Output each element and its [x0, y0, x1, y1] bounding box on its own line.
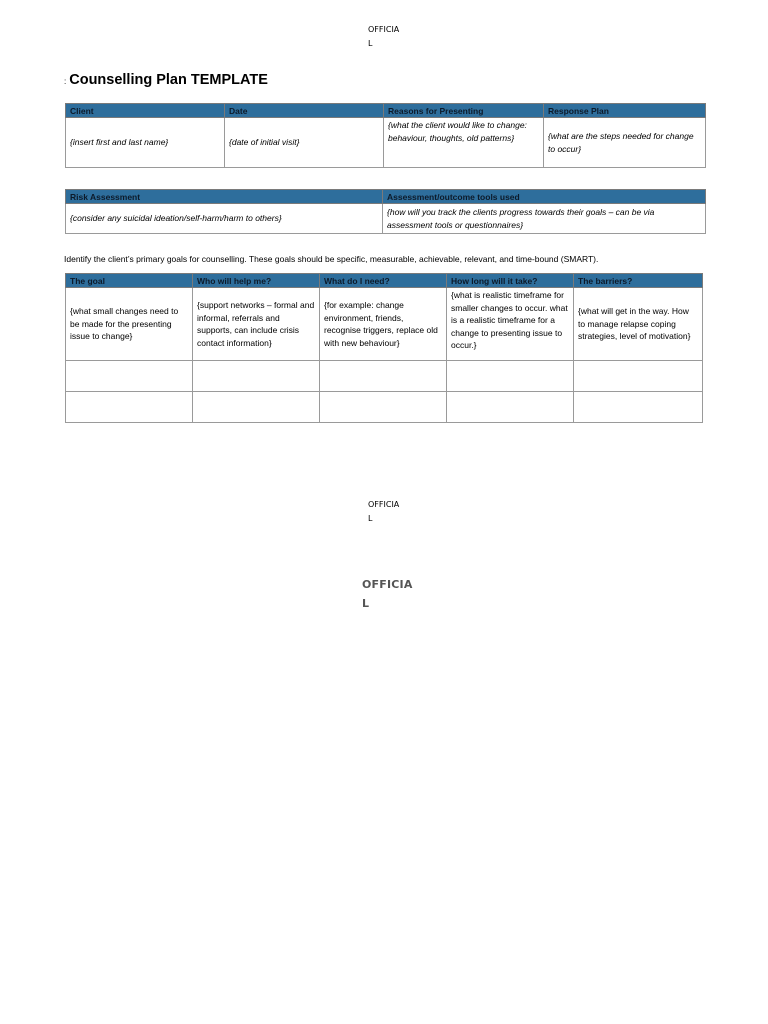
- cell-reasons[interactable]: {what the client would like to change: behaviour, thoughts, old patterns}: [384, 118, 544, 168]
- cell-assessment-tools[interactable]: {how will you track the clients progress towards their goals – can be via assessment tools or questionnaires}: [383, 204, 706, 234]
- client-table-header-row: [66, 104, 706, 118]
- header-risk-assessment: Risk Assessment: [66, 190, 383, 204]
- header-assessment-tools: Assessment/outcome tools used: [383, 190, 706, 204]
- empty-cell[interactable]: [320, 361, 447, 392]
- risk-table: [65, 189, 706, 234]
- header-the-goal: The goal: [66, 274, 193, 288]
- cell-goal[interactable]: {what small changes need to be made for the presenting issue to change}: [66, 288, 193, 361]
- header-reasons-for-presenting: Reasons for Presenting: [384, 104, 544, 118]
- header-date: Date: [225, 104, 384, 118]
- client-table: [65, 103, 706, 168]
- goals-table-header-row: [66, 274, 703, 288]
- header-barriers: The barriers?: [574, 274, 703, 288]
- cell-who-will-help[interactable]: {support networks – formal and informal, referrals and supports, can include crisis contact information}: [193, 288, 320, 361]
- empty-cell[interactable]: [193, 392, 320, 423]
- table-row: [66, 392, 703, 423]
- empty-cell[interactable]: [66, 392, 193, 423]
- table-row: [66, 288, 703, 361]
- table-row: [66, 204, 706, 234]
- classification-mark-page-two: OFFICIA L: [362, 578, 413, 610]
- header-what-do-i-need: What do I need?: [320, 274, 447, 288]
- header-client: Client: [66, 104, 225, 118]
- empty-cell[interactable]: [320, 392, 447, 423]
- header-response-plan: Response Plan: [544, 104, 706, 118]
- empty-cell[interactable]: [574, 392, 703, 423]
- title-text: Counselling Plan TEMPLATE: [69, 72, 268, 88]
- page-title: [64, 72, 268, 88]
- cell-barriers[interactable]: {what will get in the way. How to manage relapse coping strategies, level of motivation}: [574, 288, 703, 361]
- classification-mark-footer: OFFICIA L: [368, 500, 400, 523]
- empty-cell[interactable]: [66, 361, 193, 392]
- risk-table-header-row: [66, 190, 706, 204]
- table-row: [66, 361, 703, 392]
- goals-table: [65, 273, 703, 423]
- title-prefix: :: [64, 77, 67, 86]
- empty-cell[interactable]: [447, 392, 574, 423]
- empty-cell[interactable]: [574, 361, 703, 392]
- goals-intro: Identify the client’s primary goals for counselling. These goals should be specific, measurable, achievable, relevant, and time-bound (SMART).: [64, 254, 599, 264]
- cell-what-do-i-need[interactable]: {for example: change environment, friends, recognise triggers, replace old with new behaviour}: [320, 288, 447, 361]
- cell-risk-assessment[interactable]: {consider any suicidal ideation/self-harm/harm to others}: [66, 204, 383, 234]
- table-row: [66, 118, 706, 168]
- empty-cell[interactable]: [193, 361, 320, 392]
- cell-client-name[interactable]: {insert first and last name}: [66, 118, 225, 168]
- cell-date[interactable]: {date of initial visit}: [225, 118, 384, 168]
- cell-how-long[interactable]: {what is realistic timeframe for smaller changes to occur. what is a realistic timeframe for a change to presenting issue to occur.}: [447, 288, 574, 361]
- classification-mark-top: OFFICIA L: [368, 25, 400, 48]
- empty-cell[interactable]: [447, 361, 574, 392]
- header-how-long: How long will it take?: [447, 274, 574, 288]
- cell-response-plan[interactable]: {what are the steps needed for change to occur}: [544, 118, 706, 168]
- header-who-will-help: Who will help me?: [193, 274, 320, 288]
